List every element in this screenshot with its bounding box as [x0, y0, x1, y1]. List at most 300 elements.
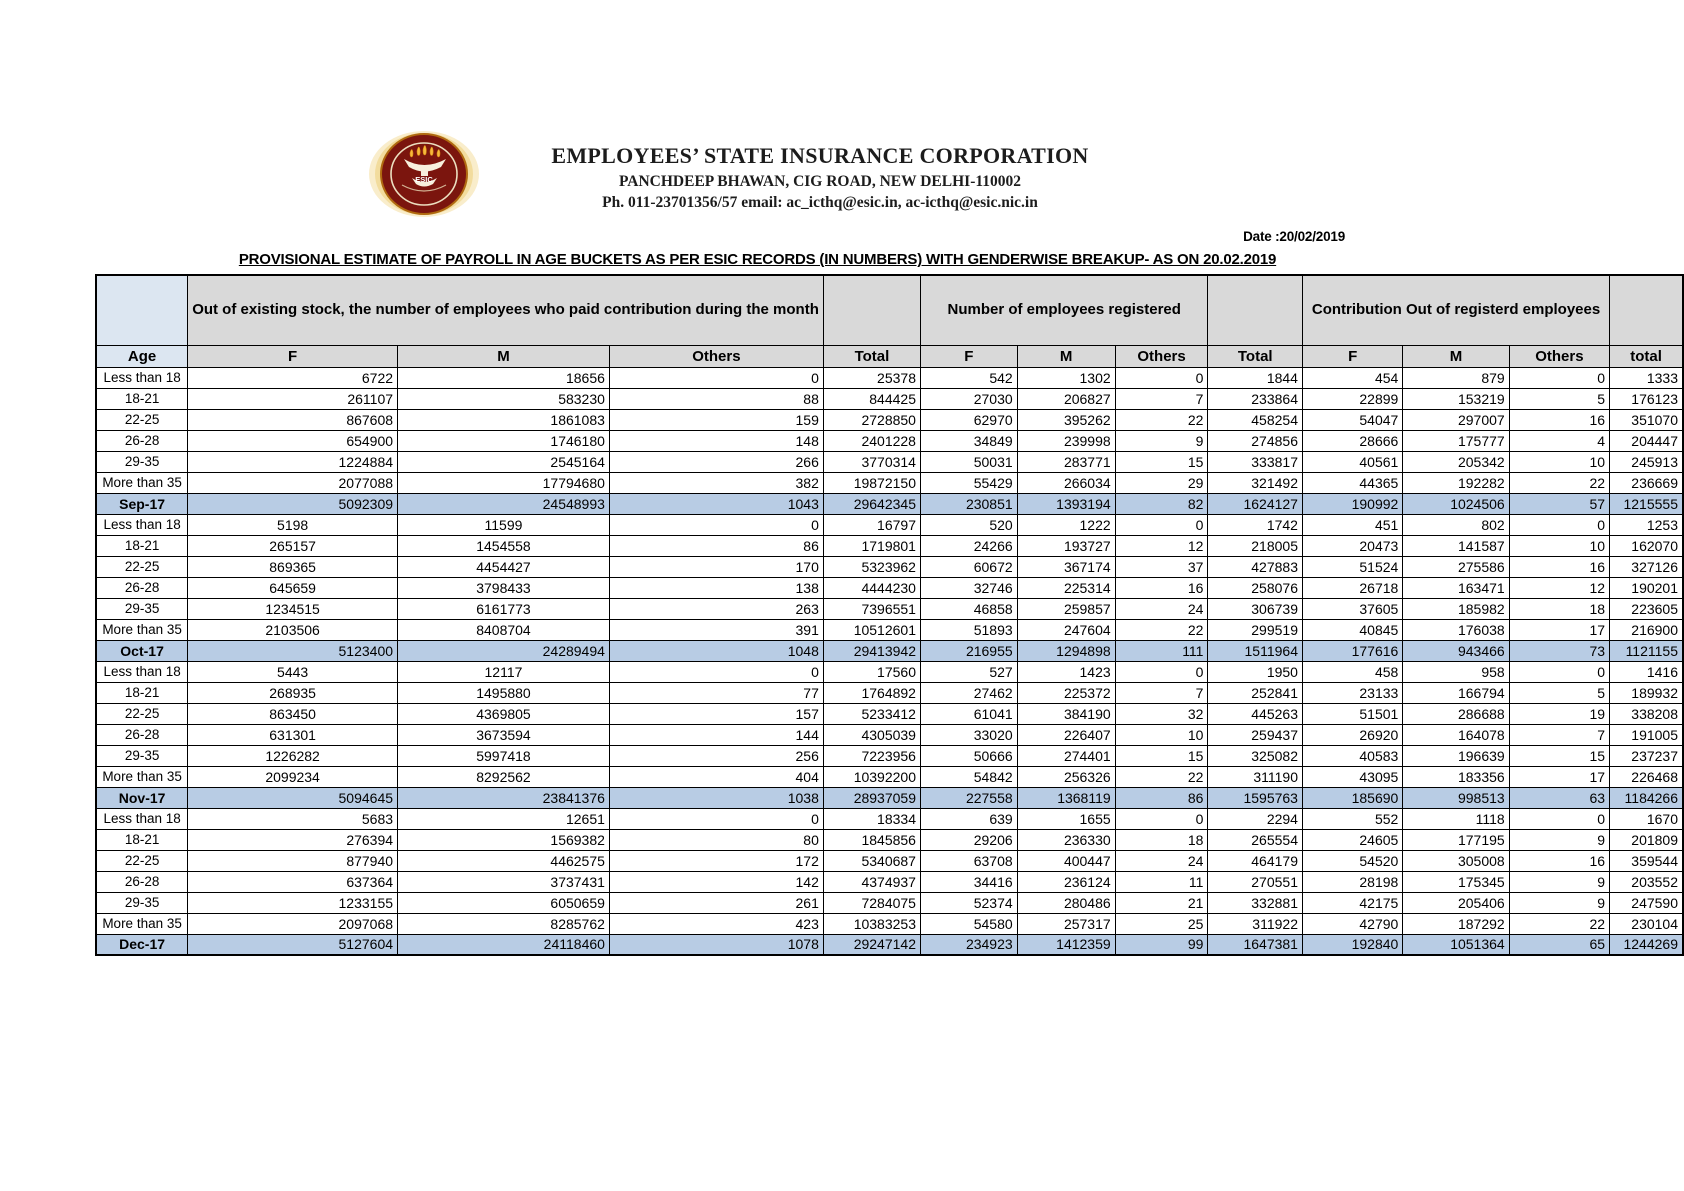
value-cell: 24 — [1115, 850, 1208, 871]
summary-value-cell: 1368119 — [1017, 787, 1115, 808]
value-cell: 230104 — [1610, 913, 1683, 934]
value-cell: 0 — [1509, 661, 1609, 682]
value-cell: 50031 — [920, 451, 1017, 472]
value-cell: 286688 — [1403, 703, 1509, 724]
value-cell: 1224884 — [188, 451, 398, 472]
value-cell: 148 — [609, 430, 823, 451]
age-label-cell: 18-21 — [96, 535, 188, 556]
value-cell: 274401 — [1017, 745, 1115, 766]
value-cell: 958 — [1403, 661, 1509, 682]
value-cell: 245913 — [1610, 451, 1683, 472]
value-cell: 1670 — [1610, 808, 1683, 829]
value-cell: 175345 — [1403, 871, 1509, 892]
summary-value-cell: 5123400 — [188, 640, 398, 661]
value-cell: 10392200 — [823, 766, 920, 787]
value-cell: 46858 — [920, 598, 1017, 619]
value-cell: 205342 — [1403, 451, 1509, 472]
summary-value-cell: 99 — [1115, 934, 1208, 955]
org-contact: Ph. 011-23701356/57 email: ac_icthq@esic.in, ac-icthq@esic.nic.in — [602, 194, 1038, 211]
value-cell: 16797 — [823, 514, 920, 535]
value-cell: 26718 — [1302, 577, 1402, 598]
column-header: Others — [1509, 345, 1609, 367]
value-cell: 223605 — [1610, 598, 1683, 619]
age-data-row — [96, 745, 1683, 766]
value-cell: 37605 — [1302, 598, 1402, 619]
value-cell: 193727 — [1017, 535, 1115, 556]
value-cell: 869365 — [188, 556, 398, 577]
value-cell: 34416 — [920, 871, 1017, 892]
summary-value-cell: 185690 — [1302, 787, 1402, 808]
report-title: PROVISIONAL ESTIMATE OF PAYROLL IN AGE BUCKETS AS PER ESIC RECORDS (IN NUMBERS) WITH GENDERWISE BREAKUP- AS ON 20.02.2019 — [238, 251, 1277, 268]
value-cell: 4305039 — [823, 724, 920, 745]
value-cell: 18 — [1509, 598, 1609, 619]
value-cell: 141587 — [1403, 535, 1509, 556]
value-cell: 27462 — [920, 682, 1017, 703]
value-cell: 3798433 — [398, 577, 610, 598]
value-cell: 2401228 — [823, 430, 920, 451]
column-header: F — [1302, 345, 1402, 367]
value-cell: 40845 — [1302, 619, 1402, 640]
value-cell: 454 — [1302, 367, 1402, 388]
value-cell: 0 — [609, 808, 823, 829]
value-cell: 395262 — [1017, 409, 1115, 430]
summary-value-cell: 24118460 — [398, 934, 610, 955]
value-cell: 189932 — [1610, 682, 1683, 703]
value-cell: 40561 — [1302, 451, 1402, 472]
value-cell: 10 — [1509, 535, 1609, 556]
value-cell: 16 — [1509, 409, 1609, 430]
value-cell: 22 — [1509, 913, 1609, 934]
value-cell: 0 — [609, 367, 823, 388]
month-label-cell: Oct-17 — [96, 640, 188, 661]
age-data-row — [96, 388, 1683, 409]
value-cell: 32746 — [920, 577, 1017, 598]
value-cell: 311922 — [1208, 913, 1303, 934]
month-summary-row — [96, 787, 1683, 808]
value-cell: 382 — [609, 472, 823, 493]
month-summary-row — [96, 493, 1683, 514]
value-cell: 258076 — [1208, 577, 1303, 598]
value-cell: 54580 — [920, 913, 1017, 934]
summary-value-cell: 1647381 — [1208, 934, 1303, 955]
value-cell: 266034 — [1017, 472, 1115, 493]
value-cell: 1742 — [1208, 514, 1303, 535]
value-cell: 33020 — [920, 724, 1017, 745]
value-cell: 0 — [1115, 661, 1208, 682]
age-label-cell: Less than 18 — [96, 808, 188, 829]
value-cell: 2099234 — [188, 766, 398, 787]
value-cell: 176123 — [1610, 388, 1683, 409]
value-cell: 1719801 — [823, 535, 920, 556]
value-cell: 351070 — [1610, 409, 1683, 430]
value-cell: 4369805 — [398, 703, 610, 724]
value-cell: 183356 — [1403, 766, 1509, 787]
value-cell: 247590 — [1610, 892, 1683, 913]
value-cell: 275586 — [1403, 556, 1509, 577]
value-cell: 175777 — [1403, 430, 1509, 451]
value-cell: 239998 — [1017, 430, 1115, 451]
value-cell: 283771 — [1017, 451, 1115, 472]
value-cell: 62970 — [920, 409, 1017, 430]
summary-value-cell: 29247142 — [823, 934, 920, 955]
column-header: F — [920, 345, 1017, 367]
value-cell: 879 — [1403, 367, 1509, 388]
age-label-cell: 26-28 — [96, 577, 188, 598]
value-cell: 164078 — [1403, 724, 1509, 745]
column-header: Total — [1208, 345, 1303, 367]
column-header: F — [188, 345, 398, 367]
value-cell: 12651 — [398, 808, 610, 829]
value-cell: 226468 — [1610, 766, 1683, 787]
age-data-row — [96, 850, 1683, 871]
summary-value-cell: 943466 — [1403, 640, 1509, 661]
value-cell: 7 — [1509, 724, 1609, 745]
age-data-row — [96, 724, 1683, 745]
value-cell: 7 — [1115, 682, 1208, 703]
value-cell: 29 — [1115, 472, 1208, 493]
value-cell: 3770314 — [823, 451, 920, 472]
value-cell: 276394 — [188, 829, 398, 850]
age-data-row — [96, 472, 1683, 493]
value-cell: 27030 — [920, 388, 1017, 409]
column-header-age: Age — [96, 345, 188, 367]
value-cell: 206827 — [1017, 388, 1115, 409]
value-cell: 77 — [609, 682, 823, 703]
value-cell: 6050659 — [398, 892, 610, 913]
value-cell: 5198 — [188, 514, 398, 535]
age-data-row — [96, 514, 1683, 535]
age-label-cell: 26-28 — [96, 871, 188, 892]
value-cell: 451 — [1302, 514, 1402, 535]
value-cell: 2097068 — [188, 913, 398, 934]
value-cell: 29206 — [920, 829, 1017, 850]
value-cell: 18334 — [823, 808, 920, 829]
value-cell: 63708 — [920, 850, 1017, 871]
value-cell: 55429 — [920, 472, 1017, 493]
month-summary-row — [96, 640, 1683, 661]
value-cell: 201809 — [1610, 829, 1683, 850]
value-cell: 1655 — [1017, 808, 1115, 829]
summary-value-cell: 230851 — [920, 493, 1017, 514]
age-data-row — [96, 913, 1683, 934]
age-label-cell: 29-35 — [96, 745, 188, 766]
value-cell: 153219 — [1403, 388, 1509, 409]
value-cell: 20473 — [1302, 535, 1402, 556]
age-data-row — [96, 535, 1683, 556]
value-cell: 10 — [1115, 724, 1208, 745]
value-cell: 233864 — [1208, 388, 1303, 409]
value-cell: 34849 — [920, 430, 1017, 451]
summary-value-cell: 216955 — [920, 640, 1017, 661]
value-cell: 4462575 — [398, 850, 610, 871]
value-cell: 639 — [920, 808, 1017, 829]
value-cell: 256326 — [1017, 766, 1115, 787]
value-cell: 877940 — [188, 850, 398, 871]
value-cell: 5233412 — [823, 703, 920, 724]
value-cell: 404 — [609, 766, 823, 787]
value-cell: 237237 — [1610, 745, 1683, 766]
value-cell: 52374 — [920, 892, 1017, 913]
value-cell: 10512601 — [823, 619, 920, 640]
value-cell: 527 — [920, 661, 1017, 682]
value-cell: 22899 — [1302, 388, 1402, 409]
value-cell: 338208 — [1610, 703, 1683, 724]
value-cell: 458254 — [1208, 409, 1303, 430]
value-cell: 4444230 — [823, 577, 920, 598]
value-cell: 259857 — [1017, 598, 1115, 619]
age-data-row — [96, 556, 1683, 577]
value-cell: 1302 — [1017, 367, 1115, 388]
summary-value-cell: 177616 — [1302, 640, 1402, 661]
value-cell: 11599 — [398, 514, 610, 535]
value-cell: 10 — [1509, 451, 1609, 472]
summary-value-cell: 234923 — [920, 934, 1017, 955]
value-cell: 54520 — [1302, 850, 1402, 871]
value-cell: 1950 — [1208, 661, 1303, 682]
value-cell: 7223956 — [823, 745, 920, 766]
value-cell: 261107 — [188, 388, 398, 409]
column-header: M — [1017, 345, 1115, 367]
value-cell: 216900 — [1610, 619, 1683, 640]
value-cell: 311190 — [1208, 766, 1303, 787]
age-data-row — [96, 367, 1683, 388]
age-label-cell: 18-21 — [96, 388, 188, 409]
value-cell: 552 — [1302, 808, 1402, 829]
value-cell: 252841 — [1208, 682, 1303, 703]
value-cell: 2728850 — [823, 409, 920, 430]
summary-value-cell: 24289494 — [398, 640, 610, 661]
month-label-cell: Nov-17 — [96, 787, 188, 808]
value-cell: 8292562 — [398, 766, 610, 787]
value-cell: 257317 — [1017, 913, 1115, 934]
value-cell: 236330 — [1017, 829, 1115, 850]
summary-value-cell: 998513 — [1403, 787, 1509, 808]
value-cell: 5340687 — [823, 850, 920, 871]
value-cell: 9 — [1115, 430, 1208, 451]
value-cell: 185982 — [1403, 598, 1509, 619]
age-label-cell: Less than 18 — [96, 367, 188, 388]
month-label-cell: Sep-17 — [96, 493, 188, 514]
value-cell: 6722 — [188, 367, 398, 388]
value-cell: 8285762 — [398, 913, 610, 934]
value-cell: 17 — [1509, 619, 1609, 640]
value-cell: 654900 — [188, 430, 398, 451]
value-cell: 22 — [1509, 472, 1609, 493]
age-data-row — [96, 409, 1683, 430]
value-cell: 192282 — [1403, 472, 1509, 493]
age-label-cell: 26-28 — [96, 430, 188, 451]
age-label-cell: 29-35 — [96, 451, 188, 472]
value-cell: 18656 — [398, 367, 610, 388]
value-cell: 4454427 — [398, 556, 610, 577]
summary-value-cell: 1078 — [609, 934, 823, 955]
summary-value-cell: 1184266 — [1610, 787, 1683, 808]
value-cell: 1569382 — [398, 829, 610, 850]
value-cell: 9 — [1509, 871, 1609, 892]
value-cell: 1746180 — [398, 430, 610, 451]
section-header-paid-contribution: Out of existing stock, the number of employees who paid contribution during the month — [188, 275, 824, 345]
summary-value-cell: 1215555 — [1610, 493, 1683, 514]
value-cell: 54047 — [1302, 409, 1402, 430]
value-cell: 10383253 — [823, 913, 920, 934]
age-data-row — [96, 577, 1683, 598]
value-cell: 226407 — [1017, 724, 1115, 745]
value-cell: 159 — [609, 409, 823, 430]
value-cell: 86 — [609, 535, 823, 556]
value-cell: 166794 — [1403, 682, 1509, 703]
value-cell: 205406 — [1403, 892, 1509, 913]
org-header — [470, 143, 1170, 212]
summary-value-cell: 63 — [1509, 787, 1609, 808]
value-cell: 44365 — [1302, 472, 1402, 493]
value-cell: 0 — [1115, 367, 1208, 388]
summary-value-cell: 1624127 — [1208, 493, 1303, 514]
value-cell: 256 — [609, 745, 823, 766]
value-cell: 0 — [609, 514, 823, 535]
age-data-row — [96, 430, 1683, 451]
value-cell: 177195 — [1403, 829, 1509, 850]
column-header: Others — [1115, 345, 1208, 367]
value-cell: 191005 — [1610, 724, 1683, 745]
value-cell: 204447 — [1610, 430, 1683, 451]
value-cell: 163471 — [1403, 577, 1509, 598]
value-cell: 321492 — [1208, 472, 1303, 493]
value-cell: 12117 — [398, 661, 610, 682]
value-cell: 384190 — [1017, 703, 1115, 724]
value-cell: 3673594 — [398, 724, 610, 745]
summary-value-cell: 86 — [1115, 787, 1208, 808]
summary-value-cell: 65 — [1509, 934, 1609, 955]
value-cell: 196639 — [1403, 745, 1509, 766]
value-cell: 802 — [1403, 514, 1509, 535]
value-cell: 0 — [1509, 367, 1609, 388]
value-cell: 17794680 — [398, 472, 610, 493]
value-cell: 190201 — [1610, 577, 1683, 598]
value-cell: 867608 — [188, 409, 398, 430]
value-cell: 16 — [1509, 556, 1609, 577]
value-cell: 15 — [1115, 451, 1208, 472]
value-cell: 332881 — [1208, 892, 1303, 913]
value-cell: 0 — [609, 661, 823, 682]
summary-value-cell: 1121155 — [1610, 640, 1683, 661]
value-cell: 7 — [1115, 388, 1208, 409]
value-cell: 187292 — [1403, 913, 1509, 934]
value-cell: 19 — [1509, 703, 1609, 724]
value-cell: 50666 — [920, 745, 1017, 766]
age-data-row — [96, 829, 1683, 850]
value-cell: 1844 — [1208, 367, 1303, 388]
value-cell: 1416 — [1610, 661, 1683, 682]
value-cell: 266 — [609, 451, 823, 472]
esic-logo — [368, 131, 480, 217]
value-cell: 40583 — [1302, 745, 1402, 766]
value-cell: 1423 — [1017, 661, 1115, 682]
summary-value-cell: 57 — [1509, 493, 1609, 514]
age-label-cell: 18-21 — [96, 682, 188, 703]
corner-cell — [96, 275, 188, 345]
month-summary-row — [96, 934, 1683, 955]
summary-value-cell: 1051364 — [1403, 934, 1509, 955]
value-cell: 43095 — [1302, 766, 1402, 787]
value-cell: 9 — [1509, 892, 1609, 913]
age-label-cell: 22-25 — [96, 409, 188, 430]
age-label-cell: 22-25 — [96, 850, 188, 871]
value-cell: 11 — [1115, 871, 1208, 892]
value-cell: 16 — [1115, 577, 1208, 598]
value-cell: 22 — [1115, 766, 1208, 787]
report-date: Date :20/02/2019 — [1243, 229, 1345, 244]
value-cell: 16 — [1509, 850, 1609, 871]
value-cell: 22 — [1115, 409, 1208, 430]
value-cell: 400447 — [1017, 850, 1115, 871]
value-cell: 2294 — [1208, 808, 1303, 829]
age-data-row — [96, 871, 1683, 892]
age-data-row — [96, 598, 1683, 619]
value-cell: 265157 — [188, 535, 398, 556]
value-cell: 7396551 — [823, 598, 920, 619]
value-cell: 423 — [609, 913, 823, 934]
value-cell: 2077088 — [188, 472, 398, 493]
age-data-row — [96, 682, 1683, 703]
column-header: Others — [609, 345, 823, 367]
value-cell: 203552 — [1610, 871, 1683, 892]
value-cell: 445263 — [1208, 703, 1303, 724]
value-cell: 325082 — [1208, 745, 1303, 766]
age-label-cell: 22-25 — [96, 556, 188, 577]
age-label-cell: More than 35 — [96, 913, 188, 934]
esic-logo-icon — [368, 131, 480, 217]
value-cell: 1233155 — [188, 892, 398, 913]
value-cell: 4 — [1509, 430, 1609, 451]
org-address: PANCHDEEP BHAWAN, CIG ROAD, NEW DELHI-110002 — [618, 173, 1022, 190]
value-cell: 37 — [1115, 556, 1208, 577]
value-cell: 28198 — [1302, 871, 1402, 892]
value-cell: 359544 — [1610, 850, 1683, 871]
value-cell: 1861083 — [398, 409, 610, 430]
value-cell: 268935 — [188, 682, 398, 703]
value-cell: 2103506 — [188, 619, 398, 640]
value-cell: 299519 — [1208, 619, 1303, 640]
value-cell: 21 — [1115, 892, 1208, 913]
summary-value-cell: 1043 — [609, 493, 823, 514]
value-cell: 18 — [1115, 829, 1208, 850]
spacer-header-cell — [823, 275, 920, 345]
age-data-row — [96, 451, 1683, 472]
age-label-cell: More than 35 — [96, 766, 188, 787]
value-cell: 15 — [1115, 745, 1208, 766]
value-cell: 42790 — [1302, 913, 1402, 934]
value-cell: 24605 — [1302, 829, 1402, 850]
value-cell: 24266 — [920, 535, 1017, 556]
value-cell: 520 — [920, 514, 1017, 535]
age-label-cell: More than 35 — [96, 619, 188, 640]
value-cell: 306739 — [1208, 598, 1303, 619]
value-cell: 12 — [1115, 535, 1208, 556]
value-cell: 26920 — [1302, 724, 1402, 745]
value-cell: 305008 — [1403, 850, 1509, 871]
spacer-header-cell — [1208, 275, 1303, 345]
value-cell: 1845856 — [823, 829, 920, 850]
value-cell: 54842 — [920, 766, 1017, 787]
age-data-row — [96, 766, 1683, 787]
section-header-registered: Number of employees registered — [920, 275, 1207, 345]
value-cell: 274856 — [1208, 430, 1303, 451]
month-label-cell: Dec-17 — [96, 934, 188, 955]
summary-value-cell: 1294898 — [1017, 640, 1115, 661]
value-cell: 144 — [609, 724, 823, 745]
payroll-table-body — [96, 367, 1683, 955]
payroll-table — [95, 274, 1684, 956]
